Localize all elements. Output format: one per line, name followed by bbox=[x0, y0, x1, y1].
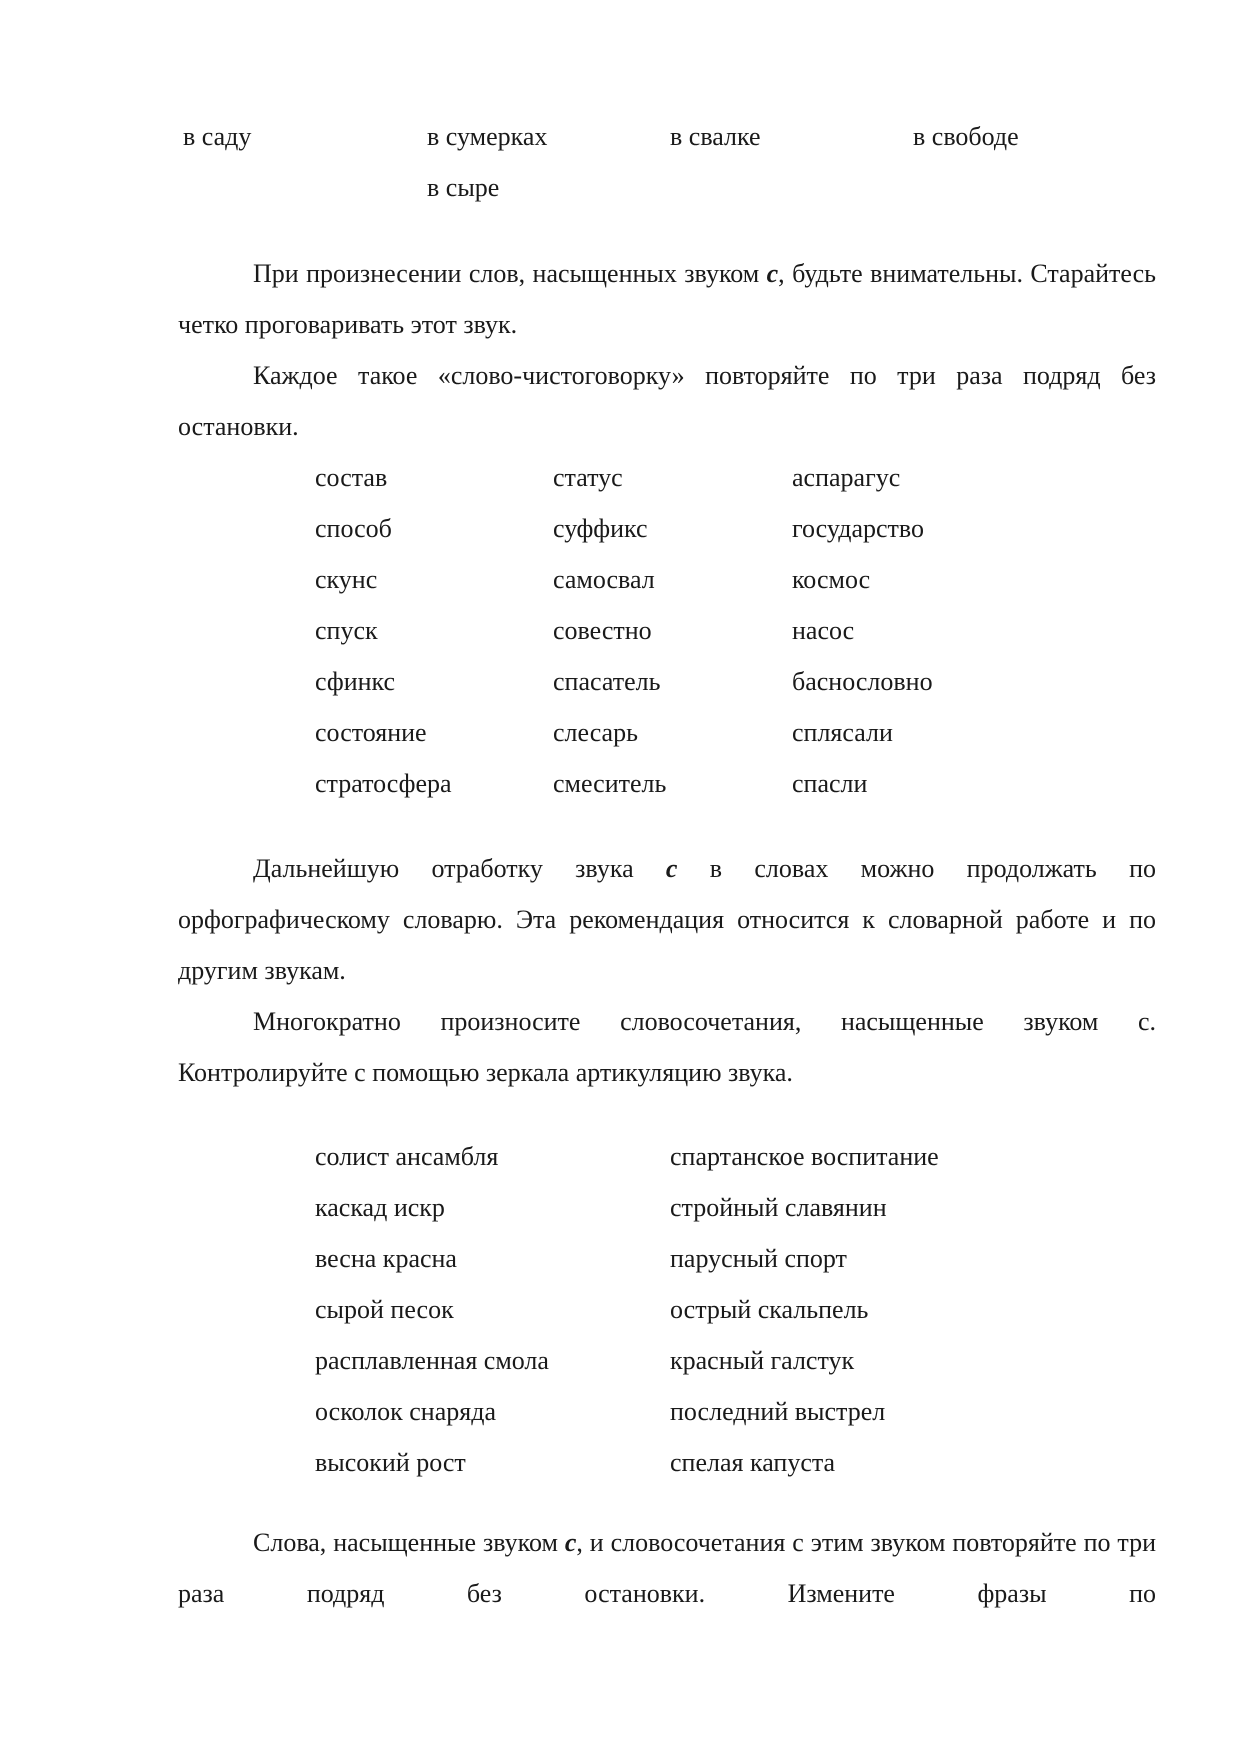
paragraph-5 bbox=[178, 1517, 1156, 1619]
word-item: самосвал bbox=[553, 565, 655, 594]
paragraph-3-letter: с bbox=[665, 854, 678, 883]
phrase-item: спартанское воспитание bbox=[670, 1142, 939, 1171]
phrase-item: последний выстрел bbox=[670, 1397, 886, 1426]
phrase-item: острый скальпель bbox=[670, 1295, 869, 1324]
phrase-item: весна красна bbox=[315, 1244, 457, 1273]
phrase-item: красный галстук bbox=[670, 1346, 855, 1375]
paragraph-3-text-a: Дальнейшую отработку звука bbox=[253, 854, 666, 883]
phrase-item: спелая капуста bbox=[670, 1448, 836, 1477]
paragraph-1-letter: с bbox=[766, 259, 779, 288]
phrase-item: парусный спорт bbox=[670, 1244, 847, 1273]
top-word-1: в саду bbox=[183, 122, 252, 151]
paragraph-5-text-a: Слова, насыщенные звуком bbox=[253, 1528, 565, 1557]
word-item: баснословно bbox=[792, 667, 933, 696]
word-item: спасатель bbox=[553, 667, 661, 696]
word-item: состояние bbox=[315, 718, 427, 747]
word-item: смеситель bbox=[553, 769, 667, 798]
paragraph-3 bbox=[178, 843, 1156, 996]
paragraph-2: Каждое такое «слово-чистоговорку» повторяйте по три раза подряд без остановки. bbox=[178, 361, 1156, 441]
words-column-1 bbox=[315, 452, 452, 809]
word-item: сплясали bbox=[792, 718, 893, 747]
phrases-column-2 bbox=[670, 1131, 939, 1488]
top-word-2: в сумерках bbox=[427, 122, 548, 151]
top-word-5: в сыре bbox=[427, 173, 500, 202]
word-item: космос bbox=[792, 565, 871, 594]
phrases-column-1 bbox=[315, 1131, 549, 1488]
words-column-3 bbox=[792, 452, 933, 809]
word-item: насос bbox=[792, 616, 855, 645]
phrase-item: расплавленная смола bbox=[315, 1346, 549, 1375]
word-item: государство bbox=[792, 514, 924, 543]
word-item: спуск bbox=[315, 616, 378, 645]
paragraph-1-text-a: При произнесении слов, насыщенных звуком bbox=[253, 259, 767, 288]
word-item: способ bbox=[315, 514, 392, 543]
paragraph-3-text-b: в словах можно продолжать по орфографическому словарю. Эта рекомендация относится к словарной работе и по другим звукам. bbox=[178, 854, 1156, 985]
words-column-2 bbox=[553, 452, 666, 809]
paragraph-5-text-b: , и словосочетания с этим звуком повторяйте по три раза подряд без остановки. Измените фразы по bbox=[178, 1528, 1156, 1608]
paragraph-1-text-b: , будьте внимательны. Старайтесь четко проговаривать этот звук. bbox=[178, 259, 1156, 339]
word-item: состав bbox=[315, 463, 388, 492]
paragraph-1 bbox=[178, 248, 1156, 350]
word-item: стратосфера bbox=[315, 769, 452, 798]
phrase-item: солист ансамбля bbox=[315, 1142, 499, 1171]
phrase-item: стройный славянин bbox=[670, 1193, 887, 1222]
paragraph-4: Многократно произносите словосочетания, насыщенные звуком с. Контролируйте с помощью зеркала артикуляцию звука. bbox=[178, 1007, 1156, 1087]
word-item: статус bbox=[553, 463, 623, 492]
word-item: слесарь bbox=[553, 718, 638, 747]
word-item: совестно bbox=[553, 616, 652, 645]
paragraph-5-letter: с bbox=[564, 1528, 577, 1557]
phrase-item: каскад искр bbox=[315, 1193, 445, 1222]
word-item: спасли bbox=[792, 769, 868, 798]
phrase-item: высокий рост bbox=[315, 1448, 466, 1477]
phrase-item: сырой песок bbox=[315, 1295, 454, 1324]
top-word-3: в свалке bbox=[670, 122, 761, 151]
word-item: аспарагус bbox=[792, 463, 901, 492]
phrase-item: осколок снаряда bbox=[315, 1397, 496, 1426]
word-item: сфинкс bbox=[315, 667, 396, 696]
word-item: суффикс bbox=[553, 514, 648, 543]
word-item: скунс bbox=[315, 565, 378, 594]
top-word-4: в свободе bbox=[913, 122, 1019, 151]
